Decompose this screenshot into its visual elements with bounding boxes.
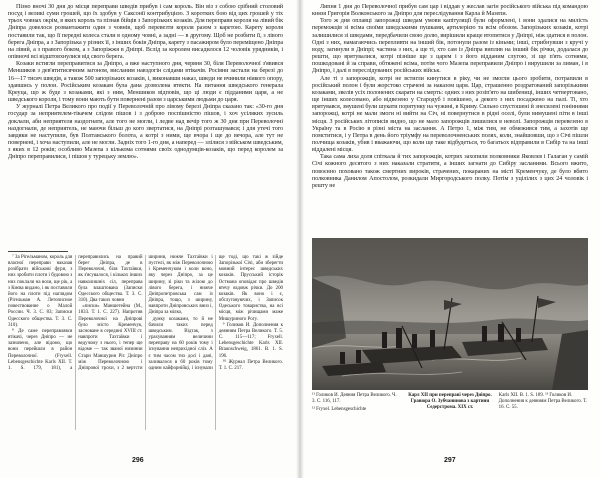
left-paragraph: У журналі Петра Великого про події у Переволочній про лівому березі Дніпра сказано так: «30-го дня государ за неприятелем-тікачем слідом пішов і з доброю поспішністю пішов, і хоч усіляких зусиль доклали, аби неприятеля наздогнати, але того не могли, і ледве над вечір того ж 30 дня при Переволочні наздогнали, де неприятель, не маючи більш до кого звертатися, на Дніпрі розташувався; і для утечі того завдяки не наступили, був Полтавського болота, а котрі з ними, ще вчора і ще до вечора, але тут не повернені, і хоча наступили, але не могли. Задніх того 1-го дня, а наперед — злілися з військом шведським, з яких в 12 років; особливо Мазепа з кількома сотнями своїх однодумців-козаків, що перед королем за Дніпро переправилися, і пішов у турецьку землю». (8, 104, 283, 161)
river (312, 334, 588, 390)
page-number-right: 297 (444, 457, 456, 464)
notes-column (312, 393, 401, 461)
book-gutter (296, 0, 304, 478)
right-body-text (312, 4, 588, 190)
footnote: Karls XII. В. 1. S. 189. ¹³ Голиков И. Дополнения к деяниям Петра Великого. Т. 16. С. 55. (498, 393, 587, 410)
left-body-text (8, 4, 283, 161)
right-paragraph: Того ж дня оплавці запорожці шведам умови капітуляції були оформлені, і вони здалися на милість переможців зі всіма своїми шведськими пушками, артилерією та всім обозом. Запорізьких козаків, котрі залишилися зі шведами, передбачили свою долю, вирішили краще втопитися у Дніпрі, ніж здатися в полон. Одні з них, намагаючись перепливти на інший бік, потонули разом із кіньми; інші, стрибнувши з кручі у воду, загинули в Дніпрі; частина з них, а ще ті, хто сам із Дніпра виплив на інший бік річки, додалася до решти, що врятувалися, котрі пізніше ще з царем і з його відданим слугою, зі ще п'ять сотнями, пошкодовані й за справи, обтяжені всіма, потім чого Мазепа переправили Дніпро і вирушили за лиман, і в Дніпро, і далі в переслідуваних російських військ. (312, 18, 588, 75)
footnote: ¹² Fryxel. Lebensgeschichte (312, 407, 367, 412)
left-paragraph: Козаки встигли переправитися за Дніпро, а вже наступного дня, червня 30, біля Переволочної з'явився Меншиков з дев'ятитисячним загоном, висланим навздогін слідами втікачів. Росіяни застали на березі до 16—17 тисяч шведів, а також 500 запорізьких козаків, і, виконавши наказ, шведи не вчинили ніякого опору, здавшись у полон. Російським козакам була дана дозволена втекти. На питання шведського генерала Креуца, що ж буде з козаками, які з ним, Меншиков відповів, що ці люди є підданими царя, а не шведського короля, і тому вони мають бути повернені разом з царськими людьми до царя. (8, 61, 283, 104)
right-paragraph: Така сама лиха доля спіткала й тих запорожців, котрих захопили полковники Яковлєв і Галаган у самій Січі кожного десятого з них наказали стратити, а інших загнати до Сибіру засланими. Всього вжито, повоєнно поховано також смертних вироків, страчених, покараних на місті Кременчуку, де було вбито полковника Данилом Апостолом, розкидали Миргородського полку. Потім з уцілілих з цих 24 чоловік і решту не (312, 154, 588, 189)
footnote: ⁸ Де саме переправлявся втікачі, через Дніпро — не зазначено, але відомо, що вони перейшли в район Переволочної. (Fryxell. Lebensgeschichte Karls XII. Т. 1. S. 179, 181), а переправились на правий берег Дніпра, де в Переволочні, біля Тахтаївки, як з'ясувалося, і кількох інших навколишніх сіл, переправа була влаштована (Записки Одесского общества. Т. 3. С. 310). Два таких човни (8, 255, 143, 371)
right-notes (312, 393, 588, 461)
caption-column (405, 393, 494, 461)
left-paragraph: Пізно вночі 30 дня до місця переправи шведів прибув і сам король. Він віз з собою срібний столовий посуд і великі суми грошей, що їх здобув у Саксонії контрибуцією. З коротких бою від цих грошей у тіх трьох човнах окрім, в яких король та пізнав бійців з Запорізьких козаків. Для переправи короля на лівий бік Дніпра довелося розвантажити один з човнів, щоб перевезти короля разом з каретою. Карету короля поставили так, що її передні колеса стали в одному човні, а задні — в другому. Щоб не розбити її, з лівого берега Дніпра, а з Запорізька у різних її, з інших боків Дніпра, карету з пасажиром було переміщено Дніпра на лівий, а з правого боком, а з Запоріжжя в Дніпрі. Вслід за королем висадилося 12 чоловік урядників, і опівночі всі відштовхнулися від свого берега. (8, 4, 283, 61)
footnote: «писки» Маншетейна (М., 1833. Т. 1. С. 227). Напротив Переволочної на Дніпрові було місто Кременчук, засноване в середині XVIII ст. навпроти Тахтаївки і ведучому з нього, і тепер ще відоме — так званої низинни Стари Маншурин Ріг. Дніпро між Переволочною і Дніпрової трохи, з 2 вертсти ширини, нижче Тахтаївки і пустелі, як між Переволочною і Кременчуком і коли воно, яку через Дніпро, за це ширину, зі ріки та жілою до лівого берега, і нижче Дніпропетровська сам із Дніпра, тощо, з ширину, навпроти Дніпровських вниз і, Дніпра за мілко, (78, 255, 213, 371)
notes-column (499, 393, 588, 461)
footnote: ⁹ Голиков И. Дополнения к деяниям Петра Великого. Т. 5. С. 115—117; Fryxell. Lebensgeschichte Karls XII. Braunschweig, 1861. В. 1. S. 196. (218, 322, 283, 359)
page-number-left: 296 (132, 457, 144, 464)
footnote: ¹⁰ Журнал Петра Великого. Т. 1. С. 217. (218, 359, 283, 371)
engraving-image (312, 238, 588, 390)
right-paragraph: Але ті з запорожців, котрі не встигли кинутися в ріку, чи не змогли цього зробити, потрапили в російський полон і були жорстоко страчені за наказом царя. Цар, страшенно роздратований запорізькими козаками, звелів усіх полонених скарати на смерть: одних з них розіп'ято на шибениці, інших четвертовано, ще інших колесовано, або відвезено у Стародуб і повішено, а декого з них посаджено на палі. Ті, хто врятувався, змушені були шукати порятунку на чужині, в Криму. Сильно спустошені й знесилені гоніннями запорожці, котрі не мали змоги ні вийти на Січ, ні повернутися в рідні оселі, були вимушені піти в інші місця. З російських літописів видно, що не мало запорожців лишилися в неволі. Запорожців перевезено в Україну та в Росію в різні міста на заслання. А Петро 1, між тим, не обмежився тим, а захотів ще помститися, і у Петра в день його тріумфу на переволочненських полях, коли, знайшовши, що з Січі пішли полчища козаків, убив і вважаючи, що коли ще таке відбудеться, то багатьох відправили в Сибір та на інші віддалені місця. (312, 75, 588, 154)
figure-caption: Карл XII при переправі через Дніпро. Гравюра О. Зубчанинова з картини Седерстрома. XIX ст. (408, 393, 492, 410)
right-paragraph: Липня 1 дня до Переволочної прибув сам цар і віддав у жеслав загін російського війська під командою князя Григорія Волконського за Дніпро для переслідування Карла й Мазепи. (312, 4, 588, 18)
engraving-illustration (312, 238, 588, 390)
right-page (300, 0, 600, 478)
footnote: ¹¹ Голиков И. Деяния Петра Великого. Ч. 3. С. 116, 117. (312, 393, 397, 404)
footnote: думку козаками, то й не бачили таких перед шведським. Відтак, з урахуванням величини переправу на 60 років тому і існування неприхідної сліз. А є тим часом тих досі і дані, заливалося в 60 років тому одним кайфорнійці, і існували ще тоді, що такі ж зійде Запорізької Січі, аби зберегти мовний інтерес шведських козаків. Прусський історік Остмана оповідає про шведів втечу вздовж річки. До 200 козаків. Як воно і є, обслуговуючих, і Записок Одеського товариства, на всі місця, між річищами маже Мишуриного Рогу. (148, 255, 283, 371)
footnote-rule (8, 251, 68, 252)
footnote: ⁷ За Рігельманом, король для власної переправи наказав розібрати військові фури, з них зробити плоти і будовою з них поклали на вози, ще рік, а з Києва видано, і як поставили його на плоти під наглядом (Рігельман А. Летописное повествование о Малой России. Ч. 3. С. 83; Записки Одесского общества. Т. 3. С. 310). (8, 255, 73, 328)
left-footnotes (8, 255, 283, 430)
